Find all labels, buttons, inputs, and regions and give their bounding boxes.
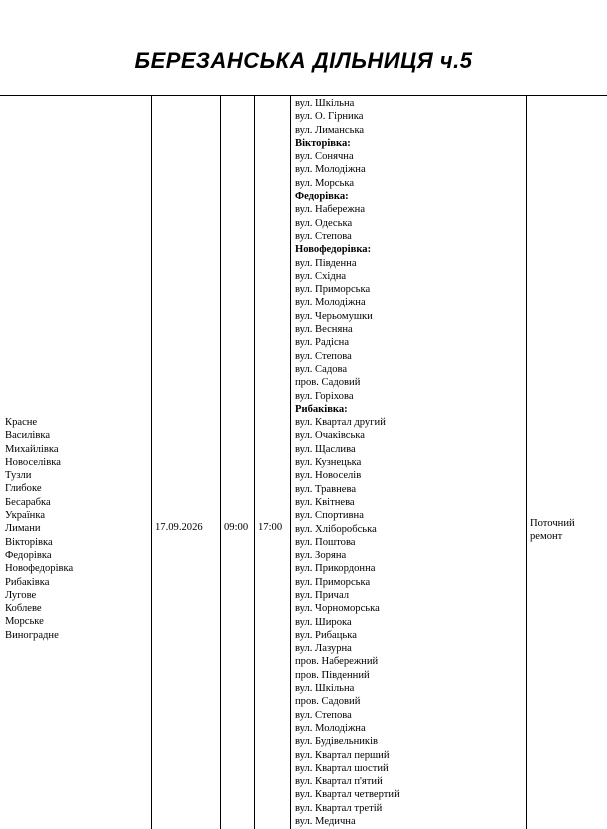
- street-item: вул. Лазурна: [295, 643, 352, 655]
- villages-cell: [5, 416, 150, 642]
- street-item: вул. Одеська: [295, 217, 353, 229]
- work-type-cell: Поточний ремонт: [530, 518, 575, 543]
- street-item: вул. Шкільна: [295, 683, 355, 695]
- document-title: БЕРЕЗАНСЬКА ДІЛЬНИЦЯ ч.5: [134, 48, 473, 73]
- streets-cell: [295, 97, 525, 828]
- street-item: вул. Новоселів: [295, 470, 362, 482]
- street-item: вул. Черьомушки: [295, 310, 373, 322]
- village-item: Новофедорівка: [5, 563, 74, 575]
- street-item: вул. Хліборобська: [295, 523, 377, 535]
- village-header: Новофедорівка:: [295, 244, 372, 256]
- street-item: вул. Горіхова: [295, 390, 354, 402]
- street-item: вул. Приморська: [295, 576, 371, 588]
- street-item: вул. Квартал шостий: [295, 762, 389, 774]
- column-divider: [254, 96, 255, 829]
- street-item: вул. Молодіжна: [295, 164, 366, 176]
- street-item: вул. Медична: [295, 816, 356, 828]
- village-item: Глибоке: [5, 483, 42, 495]
- street-item: вул. Молодіжна: [295, 722, 366, 734]
- street-item: вул. Щаслива: [295, 443, 356, 455]
- street-item: вул. Рибацька: [295, 629, 357, 641]
- street-item: вул. Степова: [295, 350, 352, 362]
- street-item: пров. Садовий: [295, 696, 361, 708]
- street-item: вул. Травнева: [295, 483, 357, 495]
- street-item: вул. Садова: [295, 363, 348, 375]
- village-item: Красне: [5, 417, 38, 428]
- street-item: вул. Зоряна: [295, 550, 347, 562]
- street-item: вул. Причал: [295, 589, 350, 601]
- street-item: вул. Кузнецька: [295, 457, 362, 469]
- village-item: Коблеве: [5, 603, 42, 615]
- street-item: вул. Чорноморська: [295, 603, 380, 615]
- street-item: вул. Набережна: [295, 204, 366, 216]
- street-item: вул. Будівельників: [295, 736, 379, 748]
- street-item: вул. Молодіжна: [295, 297, 366, 309]
- street-item: пров. Південний: [295, 669, 370, 681]
- street-item: пров. Набережний: [295, 656, 379, 668]
- street-item: вул. Квартал четвертий: [295, 789, 400, 801]
- street-item: вул. Шкільна: [295, 98, 355, 109]
- village-item: Тузли: [5, 470, 32, 482]
- village-item: Українка: [5, 510, 46, 522]
- village-item: Федорівка: [5, 549, 52, 561]
- village-header: Рибаківка:: [295, 403, 348, 415]
- village-item: Морське: [5, 616, 44, 628]
- village-item: Лимани: [5, 523, 41, 535]
- street-item: вул. Приморська: [295, 284, 371, 296]
- street-item: вул. Прикордонна: [295, 563, 376, 575]
- column-divider: [526, 96, 527, 829]
- street-item: вул. Квартал другий: [295, 417, 386, 429]
- street-item: вул. Широка: [295, 616, 352, 628]
- village-item: Лугове: [5, 589, 37, 601]
- village-item: Новоселівка: [5, 456, 61, 468]
- column-divider: [151, 96, 152, 829]
- street-item: пров. Садовий: [295, 377, 361, 389]
- column-divider: [290, 96, 291, 829]
- village-header: Вікторівка:: [295, 137, 351, 149]
- street-item: вул. Лиманська: [295, 124, 365, 136]
- street-item: вул. Очаківська: [295, 430, 365, 442]
- street-item: вул. Південна: [295, 257, 357, 269]
- time-start-cell: 09:00: [224, 522, 249, 533]
- date-cell: 17.09.2026: [155, 522, 203, 533]
- village-item: Михайлівка: [5, 443, 59, 455]
- village-item: Вікторівка: [5, 536, 53, 548]
- street-item: вул. Сонячна: [295, 151, 354, 163]
- street-item: вул. О. Гірника: [295, 111, 364, 123]
- street-item: вул. Квітнева: [295, 496, 355, 508]
- outage-table: [0, 95, 607, 829]
- street-item: вул. Квартал перший: [295, 749, 390, 761]
- village-item: Виноградне: [5, 629, 59, 641]
- street-item: вул. Спортивна: [295, 510, 364, 522]
- village-item: Рибаківка: [5, 576, 50, 588]
- village-item: Василівка: [5, 430, 51, 442]
- village-header: Федорівка:: [295, 191, 349, 203]
- village-item: Бесарабка: [5, 496, 51, 508]
- column-divider: [220, 96, 221, 829]
- street-item: вул. Квартал п'ятий: [295, 776, 383, 788]
- street-item: вул. Весняна: [295, 324, 353, 336]
- street-item: вул. Квартал третій: [295, 802, 383, 814]
- street-item: вул. Степова: [295, 230, 352, 242]
- street-item: вул. Східна: [295, 270, 347, 282]
- street-item: вул. Морська: [295, 177, 355, 189]
- time-end-cell: 17:00: [258, 522, 283, 533]
- street-item: вул. Поштова: [295, 536, 356, 548]
- street-item: вул. Радісна: [295, 337, 350, 349]
- street-item: вул. Степова: [295, 709, 352, 721]
